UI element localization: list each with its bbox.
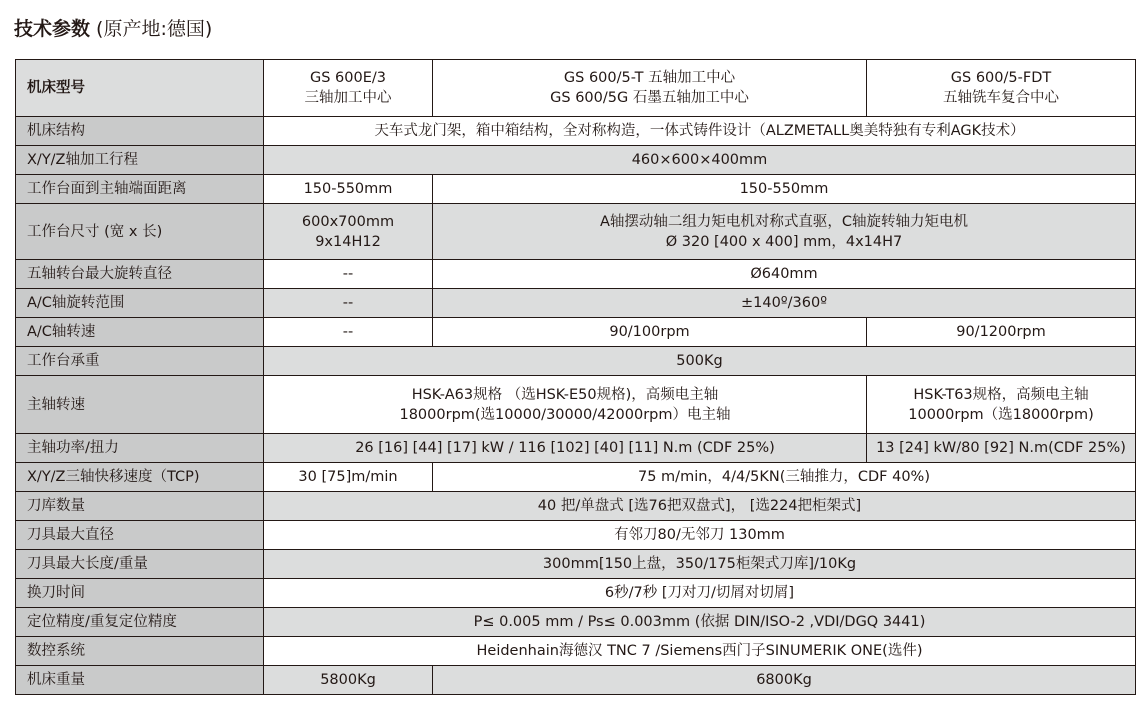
spindle-speed-main-type: HSK-A63规格 （选HSK-E50规格)，高频电主轴 xyxy=(411,386,719,403)
spindle-speed-fdt-type: HSK-T63规格，高频电主轴 xyxy=(913,386,1089,403)
value-rotary-max-diameter-5axis: Ø640mm xyxy=(433,260,1136,289)
label-travel: X/Y/Z轴加工行程 xyxy=(16,146,264,175)
label-spindle-speed: 主轴转速 xyxy=(16,376,264,434)
value-magazine: 40 把/单盘式 [选76把双盘式]， [选224把柜架式] xyxy=(264,492,1136,521)
value-spindle-power-main: 26 [16] [44] [17] kW / 116 [102] [40] [11] N.m (CDF 25%) xyxy=(264,434,867,463)
row-magazine xyxy=(16,492,1136,521)
table-size-5axis-dimensions: Ø 320 [400 x 400] mm，4x14H7 xyxy=(665,233,903,250)
value-ac-speed-e3: -- xyxy=(264,318,433,347)
value-spindle-power-fdt: 13 [24] kW/80 [92] N.m(CDF 25%) xyxy=(867,434,1136,463)
value-rotary-max-diameter-e3: -- xyxy=(264,260,433,289)
row-tool-diameter xyxy=(16,521,1136,550)
value-cnc: Heidenhain海德汉 TNC 7 /Siemens西门子SINUMERIK ONE(选件) xyxy=(264,637,1136,666)
row-spindle-power xyxy=(16,434,1136,463)
model-gs600-5t xyxy=(433,60,867,117)
value-spindle-speed-fdt xyxy=(867,376,1136,434)
value-rapid-e3: 30 [75]m/min xyxy=(264,463,433,492)
label-accuracy: 定位精度/重复定位精度 xyxy=(16,608,264,637)
model-gs600-5t-line: GS 600/5-T 五轴加工中心 xyxy=(563,70,736,86)
value-ac-speed-5t: 90/100rpm xyxy=(433,318,867,347)
model-label: 机床型号 xyxy=(16,60,264,117)
label-rotary-max-diameter: 五轴转台最大旋转直径 xyxy=(16,260,264,289)
model-gs600-5fdt-name: GS 600/5-FDT xyxy=(950,70,1052,86)
header-row xyxy=(16,60,1136,117)
label-magazine: 刀库数量 xyxy=(16,492,264,521)
label-ac-range: A/C轴旋转范围 xyxy=(16,289,264,318)
table-size-5axis-drive: A轴摆动轴二组力矩电机对称式直驱，C轴旋转轴力矩电机 xyxy=(599,213,969,230)
label-rapid: X/Y/Z三轴快移速度（TCP) xyxy=(16,463,264,492)
label-tool-change: 换刀时间 xyxy=(16,579,264,608)
row-spindle-speed xyxy=(16,376,1136,434)
value-rapid-5axis: 75 m/min，4/4/5KN(三轴推力，CDF 40%) xyxy=(433,463,1136,492)
row-table-spindle-distance xyxy=(16,175,1136,204)
value-travel: 460×600×400mm xyxy=(264,146,1136,175)
table-size-e3-dimensions: 600x700mm xyxy=(301,213,395,230)
label-spindle-power: 主轴功率/扭力 xyxy=(16,434,264,463)
row-ac-range xyxy=(16,289,1136,318)
row-ac-speed xyxy=(16,318,1136,347)
value-weight-e3: 5800Kg xyxy=(264,666,433,695)
table-size-e3-slots: 9x14H12 xyxy=(315,233,381,250)
label-ac-speed: A/C轴转速 xyxy=(16,318,264,347)
value-tool-length: 300mm[150上盘，350/175柜架式刀库]/10Kg xyxy=(264,550,1136,579)
page-heading xyxy=(14,14,212,41)
value-ac-range-5axis: ±140º/360º xyxy=(433,289,1136,318)
model-gs600e3-name: GS 600E/3 xyxy=(310,70,386,86)
value-ac-speed-fdt: 90/1200rpm xyxy=(867,318,1136,347)
value-table-spindle-distance-e3: 150-550mm xyxy=(264,175,433,204)
value-accuracy: P≤ 0.005 mm / Ps≤ 0.003mm (依据 DIN/ISO-2 ,VDI/DGQ 3441) xyxy=(264,608,1136,637)
model-gs600-5g-line: GS 600/5G 石墨五轴加工中心 xyxy=(550,90,749,106)
value-spindle-speed-main xyxy=(264,376,867,434)
value-table-spindle-distance-5axis: 150-550mm xyxy=(433,175,1136,204)
row-tool-length xyxy=(16,550,1136,579)
value-weight-5axis: 6800Kg xyxy=(433,666,1136,695)
label-table-load: 工作台承重 xyxy=(16,347,264,376)
label-table-size: 工作台尺寸 (宽 x 长) xyxy=(16,204,264,260)
row-structure xyxy=(16,117,1136,146)
row-cnc xyxy=(16,637,1136,666)
row-travel xyxy=(16,146,1136,175)
label-cnc: 数控系统 xyxy=(16,637,264,666)
value-table-load: 500Kg xyxy=(264,347,1136,376)
heading-subtitle: (原产地:德国) xyxy=(90,18,213,40)
row-accuracy xyxy=(16,608,1136,637)
row-rapid xyxy=(16,463,1136,492)
model-gs600e3 xyxy=(264,60,433,117)
value-structure: 天车式龙门架，箱中箱结构，全对称构造，一体式铸件设计（ALZMETALL奥美特独有专利AGK技术） xyxy=(264,117,1136,146)
spindle-speed-main-rpm: 18000rpm(选10000/30000/42000rpm）电主轴 xyxy=(399,406,731,423)
model-gs600-5fdt xyxy=(867,60,1136,117)
row-weight xyxy=(16,666,1136,695)
value-table-size-5axis xyxy=(433,204,1136,260)
row-rotary-max-diameter xyxy=(16,260,1136,289)
label-tool-diameter: 刀具最大直径 xyxy=(16,521,264,550)
label-structure: 机床结构 xyxy=(16,117,264,146)
label-table-spindle-distance: 工作台面到主轴端面距离 xyxy=(16,175,264,204)
heading-title: 技术参数 xyxy=(14,18,91,40)
row-table-load xyxy=(16,347,1136,376)
model-gs600e3-type: 三轴加工中心 xyxy=(304,90,392,106)
value-ac-range-e3: -- xyxy=(264,289,433,318)
row-tool-change xyxy=(16,579,1136,608)
model-gs600-5fdt-type: 五轴铣车复合中心 xyxy=(943,90,1059,106)
label-tool-length: 刀具最大长度/重量 xyxy=(16,550,264,579)
label-weight: 机床重量 xyxy=(16,666,264,695)
spindle-speed-fdt-rpm: 10000rpm（选18000rpm) xyxy=(908,406,1094,423)
value-tool-change: 6秒/7秒 [刀对刀/切屑对切屑] xyxy=(264,579,1136,608)
row-table-size xyxy=(16,204,1136,260)
value-table-size-e3 xyxy=(264,204,433,260)
value-tool-diameter: 有邻刀80/无邻刀 130mm xyxy=(264,521,1136,550)
spec-table xyxy=(15,59,1136,695)
